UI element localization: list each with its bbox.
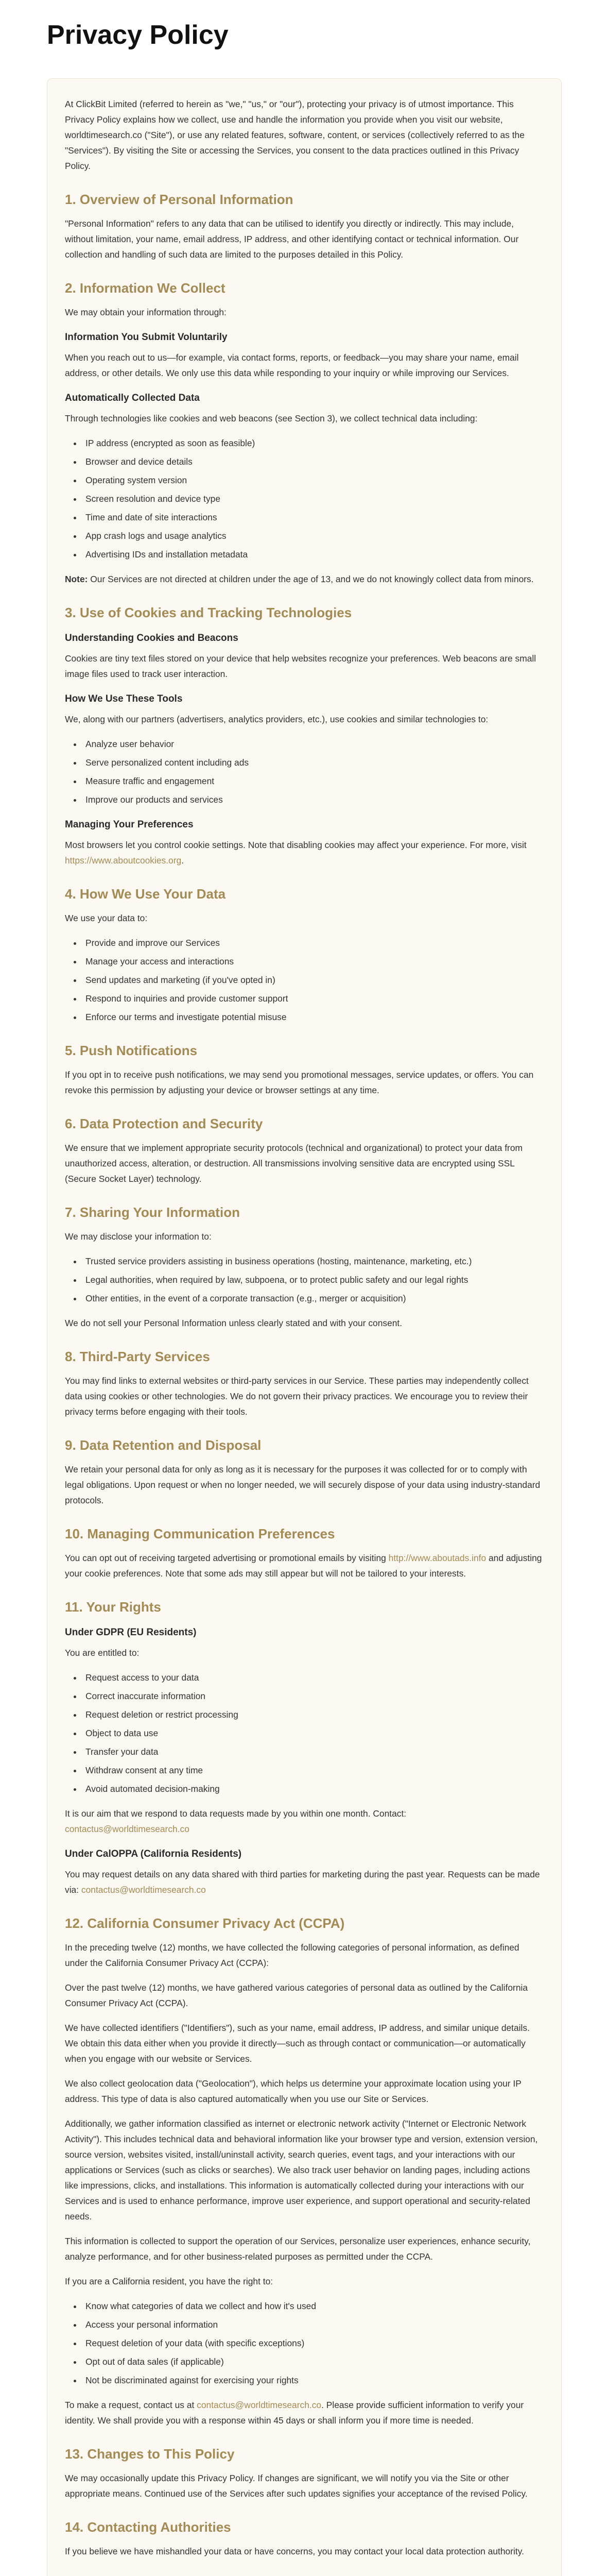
list-item: • Screen resolution and device type [82, 491, 544, 506]
policy-card [47, 78, 562, 2576]
intro-text: At ClickBit Limited (referred to herein as "we," "us," or "our"), protecting your privacy is of utmost importance. This Privacy Policy explains how we collect, use and handle the information you provide when you visit our website, worldtimesearch.co ("Site"), or use any related features, software, content, or services (collectively referred to as the "Services"). By visiting the Site or accessing the Services, you consent to the data practices outlined in this Privacy Policy. [65, 99, 525, 171]
section-3-cookies-heading: Understanding Cookies and Beacons [65, 633, 238, 643]
section-12-p3: We have collected identifiers ("Identifiers"), such as your name, email address, IP address, and similar unique details. We obtain this data either when you provide it directly—such as through contact or communication—or automatically when you engage with our website or Services. [65, 2023, 530, 2064]
list-item: • Opt out of data sales (if applicable) [82, 2354, 544, 2369]
section-12-p6: This information is collected to support the operation of our Services, personalize user experiences, enhance security, analyze performance, and for other business-related purposes as permitted under the CCPA. [65, 2236, 531, 2262]
list-item: • Access your personal information [82, 2317, 544, 2332]
list-item: • Analyze user behavior [82, 736, 544, 752]
section-5-text: If you opt in to receive push notifications, we may send you promotional messages, service updates, or offers. You can revoke this permission by adjusting your device or browser settings at any time. [65, 1070, 534, 1095]
note-text: Our Services are not directed at children under the age of 13, and we do not knowingly collect data from minors. [88, 574, 534, 584]
section-12-p1: In the preceding twelve (12) months, we have collected the following categories of personal information, as defined under the California Consumer Privacy Act (CCPA): [65, 1942, 519, 1968]
section-11-gdpr-intro: You are entitled to: [65, 1648, 140, 1658]
section-11-caloppa-heading: Under CalOPPA (California Residents) [65, 1849, 242, 1859]
section-2-auto-heading: Automatically Collected Data [65, 393, 200, 403]
section-2-submit-heading: Information You Submit Voluntarily [65, 332, 228, 343]
list-item: • Object to data use [82, 1725, 544, 1741]
section-8-text: You may find links to external websites or third-party services in our Service. These parties may independently collect data using cookies or other technologies. We do not govern their privacy practices. We encourage you to review their privacy terms before engaging with their tools. [65, 1376, 529, 1417]
section-2-auto-list [65, 435, 544, 562]
note-label: Note: [65, 574, 88, 584]
section-14-title: 14. Contacting Authorities [65, 2519, 231, 2535]
list-item: • IP address (encrypted as soon as feasible) [82, 435, 544, 451]
list-item: • Trusted service providers assisting in business operations (hosting, maintenance, marketing, etc.) [82, 1253, 544, 1269]
section-1-title: 1. Overview of Personal Information [65, 192, 293, 207]
section-2-title: 2. Information We Collect [65, 280, 225, 296]
list-item: • Measure traffic and engagement [82, 773, 544, 789]
ccpa-email-link[interactable]: contactus@worldtimesearch.co [197, 2400, 322, 2410]
section-3-preferences-text [65, 837, 544, 868]
list-item: • Enforce our terms and investigate potential misuse [82, 1009, 544, 1025]
section-3-preferences-heading: Managing Your Preferences [65, 819, 194, 830]
section-14-text: If you believe we have mishandled your data or have concerns, you may contact your local data protection authority. [65, 2546, 524, 2556]
list-item: • Advertising IDs and installation metadata [82, 547, 544, 562]
optout-text: You can opt out of receiving targeted advertising or promotional emails by visiting [65, 1553, 389, 1563]
section-3-tools-text: We, along with our partners (advertisers, analytics providers, etc.), use cookies and similar technologies to: [65, 714, 489, 724]
section-9-text: We retain your personal data for only as long as it is necessary for the purposes it was collected for or to comply with legal obligations. Upon request or when no longer needed, we will securely dispose of your data using industry-standard protocols. [65, 1464, 541, 1505]
list-item: • Request deletion of your data (with specific exceptions) [82, 2335, 544, 2351]
aboutads-link[interactable]: http://www.aboutads.info [388, 1553, 487, 1563]
list-item: • Provide and improve our Services [82, 935, 544, 951]
section-12-title: 12. California Consumer Privacy Act (CCPA) [65, 1916, 345, 1931]
section-10-title: 10. Managing Communication Preferences [65, 1526, 335, 1541]
section-11-caloppa-text [65, 1867, 544, 1897]
list-item: • Operating system version [82, 472, 544, 488]
section-3-cookies-text: Cookies are tiny text files stored on your device that help websites recognize your preferences. Web beacons are small image files used to track user interaction. [65, 653, 536, 679]
section-11-title: 11. Your Rights [65, 1599, 161, 1615]
list-item: • Serve personalized content including ads [82, 755, 544, 770]
section-10-text [65, 1550, 544, 1581]
section-2-auto-text: Through technologies like cookies and web beacons (see Section 3), we collect technical data including: [65, 413, 478, 423]
gdpr-contact-text: It is our aim that we respond to data requests made by you within one month. Contact: [65, 1808, 407, 1819]
list-item: • Know what categories of data we collect and how it's used [82, 2298, 544, 2314]
section-6-text: We ensure that we implement appropriate security protocols (technical and organizational) to protect your data from unauthorized access, alteration, or destruction. All transmissions involving sensitive data are encrypted using SSL (Secure Socket Layer) technology. [65, 1143, 523, 1184]
optout-end: and adjusting your cookie preferences. Note that some ads may still appear but will not be tailored to your interests. [65, 1553, 542, 1579]
section-11-gdpr-contact [65, 1806, 544, 1837]
list-item: • Send updates and marketing (if you've opted in) [82, 972, 544, 988]
section-11-gdpr-heading: Under GDPR (EU Residents) [65, 1627, 197, 1638]
section-8-title: 8. Third-Party Services [65, 1349, 210, 1364]
section-2-note [65, 571, 544, 587]
request-end: . Please provide sufficient information to verify your identity. We shall provide you with a response within 45 days or shall inform you if more time is needed. [65, 2400, 524, 2426]
section-3-list [65, 736, 544, 807]
section-7-title: 7. Sharing Your Information [65, 1205, 240, 1220]
list-item: • Request deletion or restrict processing [82, 1707, 544, 1722]
list-item: • Correct inaccurate information [82, 1688, 544, 1704]
section-4-list [65, 935, 544, 1025]
list-item: • Manage your access and interactions [82, 954, 544, 969]
list-item: • Avoid automated decision-making [82, 1781, 544, 1797]
section-3-tools-heading: How We Use These Tools [65, 693, 183, 704]
list-item: • Respond to inquiries and provide customer support [82, 991, 544, 1006]
section-2-submit-text: When you reach out to us—for example, via contact forms, reports, or feedback—you may share your name, email address, or other details. We only use this data while responding to your inquiry or while improving our Services. [65, 352, 519, 378]
list-item: • Improve our products and services [82, 792, 544, 807]
request-text: To make a request, contact us at [65, 2400, 197, 2410]
list-item: • Transfer your data [82, 1744, 544, 1759]
section-12-p5: Additionally, we gather information classified as internet or electronic network activity ("Internet or Electronic Network Activity"). This includes technical data and behavioral information like your browser type and version, extension version, source version, websites visited, install/uninstall activity, search queries, event tags, and your interactions with our applications or Services (such as clicks or searches). We also track user behavior on landing pages, including actions like impressions, clicks, and installations. This information is automatically collected during your interactions with our Services and is used to enhance performance, improve user experience, and support operational and security-related needs. [65, 2119, 538, 2222]
section-5-title: 5. Push Notifications [65, 1043, 198, 1058]
list-item: • App crash logs and usage analytics [82, 528, 544, 544]
aboutcookies-link[interactable]: https://www.aboutcookies.org [65, 855, 182, 866]
section-7-list [65, 1253, 544, 1306]
section-7-intro: We may disclose your information to: [65, 1231, 212, 1242]
section-12-list [65, 2298, 544, 2388]
list-item: • Browser and device details [82, 454, 544, 469]
caloppa-email-link[interactable]: contactus@worldtimesearch.co [81, 1885, 206, 1895]
section-3-title: 3. Use of Cookies and Tracking Technologies [65, 605, 352, 620]
page-title: Privacy Policy [47, 20, 229, 50]
section-9-title: 9. Data Retention and Disposal [65, 1437, 262, 1453]
section-13-text: We may occasionally update this Privacy Policy. If changes are significant, we will notify you via the Site or other appropriate means. Continued use of the Services after such updates signifies your acceptance of the revised Policy. [65, 2473, 528, 2499]
section-6-title: 6. Data Protection and Security [65, 1116, 263, 1131]
gdpr-email-link[interactable]: contactus@worldtimesearch.co [65, 1824, 189, 1834]
section-4-intro: We use your data to: [65, 913, 148, 923]
section-12-p2: Over the past twelve (12) months, we have gathered various categories of personal data as outlined by the California Consumer Privacy Act (CCPA). [65, 1982, 528, 2008]
preferences-end: . [181, 855, 184, 866]
list-item: • Request access to your data [82, 1670, 544, 1685]
list-item: • Other entities, in the event of a corporate transaction (e.g., merger or acquisition) [82, 1291, 544, 1306]
caloppa-text: You may request details on any data shared with third parties for marketing during the past year. Requests can be made via: [65, 1869, 540, 1895]
list-item: • Withdraw consent at any time [82, 1762, 544, 1778]
section-12-request [65, 2397, 544, 2428]
section-1-text: "Personal Information" refers to any data that can be utilised to identify you directly or indirectly. This may include, without limitation, your name, email address, IP address, and other identifying contact or technical information. Our collection and handling of such data are limited to the purposes detailed in this Policy. [65, 218, 519, 260]
list-item: • Legal authorities, when required by law, subpoena, or to protect public safety and our legal rights [82, 1272, 544, 1287]
list-item: • Time and date of site interactions [82, 510, 544, 525]
section-7-text: We do not sell your Personal Information unless clearly stated and with your consent. [65, 1318, 403, 1328]
section-11-gdpr-list [65, 1670, 544, 1797]
section-12-p7: If you are a California resident, you have the right to: [65, 2276, 273, 2286]
list-item: • Not be discriminated against for exercising your rights [82, 2372, 544, 2388]
preferences-text: Most browsers let you control cookie settings. Note that disabling cookies may affect your experience. For more, visit [65, 840, 527, 850]
section-2-intro: We may obtain your information through: [65, 307, 227, 317]
section-4-title: 4. How We Use Your Data [65, 886, 226, 902]
section-13-title: 13. Changes to This Policy [65, 2446, 235, 2462]
section-12-p4: We also collect geolocation data ("Geolocation"), which helps us determine your approximate location using your IP address. This type of data is also captured automatically when you use our Site or Services. [65, 2078, 522, 2104]
